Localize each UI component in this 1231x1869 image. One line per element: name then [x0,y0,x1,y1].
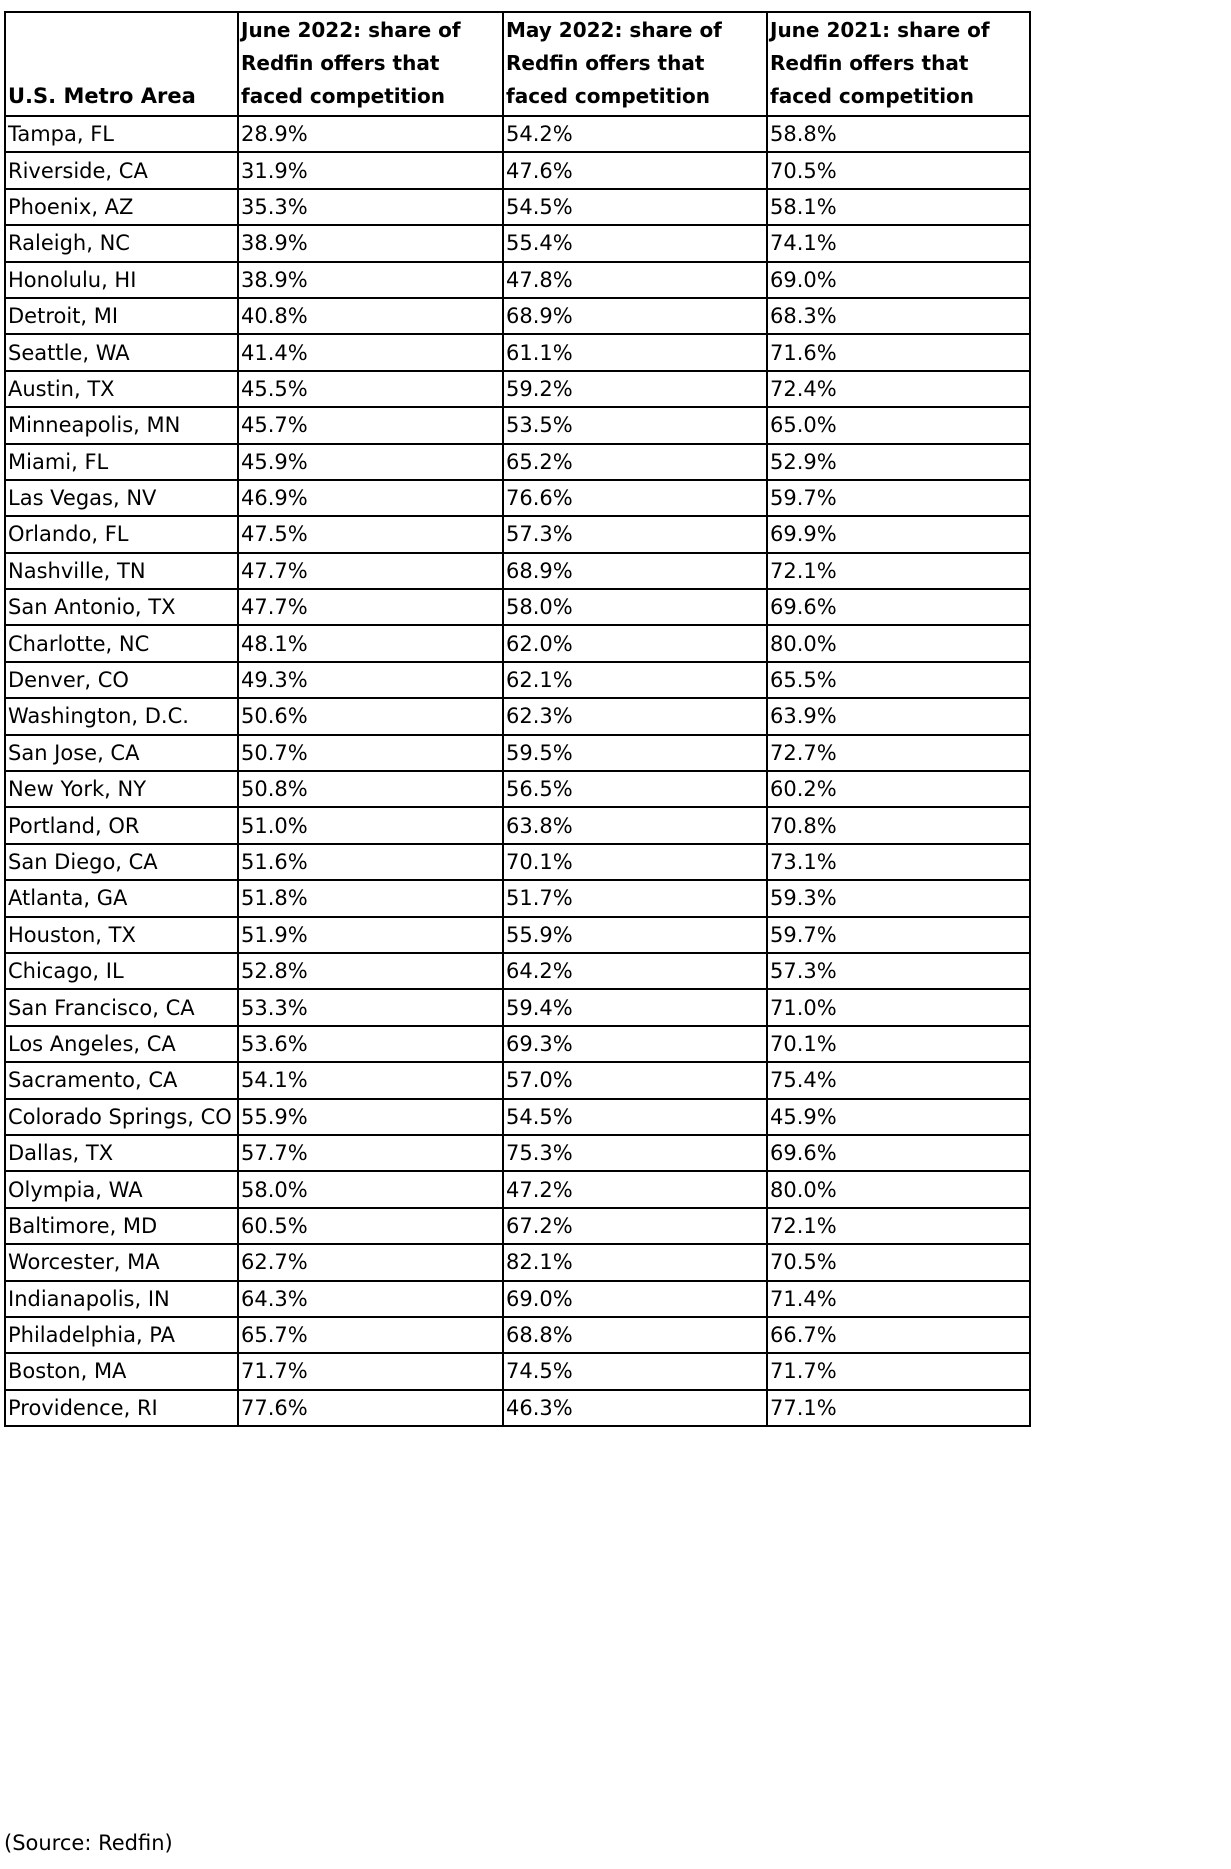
june-2021-cell: 71.4% [767,1281,1030,1317]
table-row [5,1244,1030,1280]
table-row [5,698,1030,734]
metro-area-cell: Portland, OR [5,807,238,843]
table-row [5,407,1030,443]
may-2022-cell: 74.5% [503,1353,767,1389]
june-2022-cell: 45.7% [238,407,503,443]
source-note: (Source: Redfin) [4,1831,173,1855]
table-header [5,12,1030,116]
header-june-2022: June 2022: share of Redfin offers that faced competition [238,12,503,116]
table-row [5,189,1030,225]
may-2022-cell: 59.5% [503,735,767,771]
may-2022-cell: 59.2% [503,371,767,407]
table-row [5,589,1030,625]
june-2021-cell: 68.3% [767,298,1030,334]
june-2022-cell: 47.7% [238,553,503,589]
metro-area-cell: Denver, CO [5,662,238,698]
june-2021-cell: 71.6% [767,334,1030,370]
june-2021-cell: 69.6% [767,589,1030,625]
metro-area-cell: Boston, MA [5,1353,238,1389]
june-2022-cell: 41.4% [238,334,503,370]
june-2021-cell: 60.2% [767,771,1030,807]
june-2021-cell: 75.4% [767,1062,1030,1098]
june-2022-cell: 51.6% [238,844,503,880]
june-2021-cell: 70.8% [767,807,1030,843]
may-2022-cell: 54.5% [503,1099,767,1135]
june-2022-cell: 47.7% [238,589,503,625]
metro-area-cell: Nashville, TN [5,553,238,589]
header-metro-area: U.S. Metro Area [5,12,238,116]
june-2021-cell: 59.7% [767,917,1030,953]
metro-area-cell: Atlanta, GA [5,880,238,916]
june-2022-cell: 51.8% [238,880,503,916]
table-row [5,480,1030,516]
june-2022-cell: 35.3% [238,189,503,225]
metro-area-cell: Philadelphia, PA [5,1317,238,1353]
may-2022-cell: 51.7% [503,880,767,916]
table-row [5,1390,1030,1426]
june-2022-cell: 77.6% [238,1390,503,1426]
may-2022-cell: 64.2% [503,953,767,989]
june-2021-cell: 77.1% [767,1390,1030,1426]
table-row [5,1171,1030,1207]
june-2022-cell: 51.0% [238,807,503,843]
june-2022-cell: 47.5% [238,516,503,552]
june-2022-cell: 48.1% [238,625,503,661]
june-2022-cell: 53.6% [238,1026,503,1062]
june-2022-cell: 58.0% [238,1171,503,1207]
metro-area-cell: San Diego, CA [5,844,238,880]
june-2021-cell: 65.5% [767,662,1030,698]
metro-area-cell: Honolulu, HI [5,262,238,298]
metro-area-cell: Seattle, WA [5,334,238,370]
june-2022-cell: 53.3% [238,989,503,1025]
may-2022-cell: 68.9% [503,553,767,589]
table-row [5,662,1030,698]
metro-area-cell: Providence, RI [5,1390,238,1426]
table-row [5,844,1030,880]
may-2022-cell: 55.9% [503,917,767,953]
may-2022-cell: 54.2% [503,116,767,152]
metro-area-cell: Riverside, CA [5,152,238,188]
may-2022-cell: 63.8% [503,807,767,843]
june-2021-cell: 74.1% [767,225,1030,261]
table-row [5,625,1030,661]
may-2022-cell: 58.0% [503,589,767,625]
table-row [5,152,1030,188]
table-row [5,444,1030,480]
june-2021-cell: 72.4% [767,371,1030,407]
table-row [5,262,1030,298]
table-row [5,1281,1030,1317]
may-2022-cell: 55.4% [503,225,767,261]
june-2022-cell: 50.8% [238,771,503,807]
metro-area-cell: Worcester, MA [5,1244,238,1280]
may-2022-cell: 61.1% [503,334,767,370]
metro-area-cell: Dallas, TX [5,1135,238,1171]
header-row [5,12,1030,116]
june-2022-cell: 55.9% [238,1099,503,1135]
june-2021-cell: 80.0% [767,1171,1030,1207]
metro-area-cell: Austin, TX [5,371,238,407]
june-2021-cell: 70.5% [767,152,1030,188]
table-row [5,1208,1030,1244]
june-2022-cell: 45.9% [238,444,503,480]
metro-area-cell: Charlotte, NC [5,625,238,661]
june-2022-cell: 57.7% [238,1135,503,1171]
metro-area-cell: New York, NY [5,771,238,807]
metro-area-cell: Colorado Springs, CO [5,1099,238,1135]
metro-area-cell: San Jose, CA [5,735,238,771]
june-2022-cell: 38.9% [238,225,503,261]
table-row [5,1317,1030,1353]
june-2022-cell: 71.7% [238,1353,503,1389]
table-row [5,553,1030,589]
metro-area-cell: Olympia, WA [5,1171,238,1207]
may-2022-cell: 82.1% [503,1244,767,1280]
table-row [5,1026,1030,1062]
table-row [5,516,1030,552]
june-2022-cell: 54.1% [238,1062,503,1098]
june-2022-cell: 28.9% [238,116,503,152]
may-2022-cell: 57.3% [503,516,767,552]
may-2022-cell: 46.3% [503,1390,767,1426]
metro-area-cell: Washington, D.C. [5,698,238,734]
may-2022-cell: 57.0% [503,1062,767,1098]
table-row [5,225,1030,261]
june-2022-cell: 62.7% [238,1244,503,1280]
may-2022-cell: 62.3% [503,698,767,734]
june-2021-cell: 66.7% [767,1317,1030,1353]
june-2022-cell: 45.5% [238,371,503,407]
june-2022-cell: 46.9% [238,480,503,516]
june-2021-cell: 65.0% [767,407,1030,443]
header-may-2022: May 2022: share of Redfin offers that faced competition [503,12,767,116]
table-row [5,735,1030,771]
june-2021-cell: 52.9% [767,444,1030,480]
table-row [5,116,1030,152]
metro-area-cell: Orlando, FL [5,516,238,552]
may-2022-cell: 65.2% [503,444,767,480]
metro-area-cell: Raleigh, NC [5,225,238,261]
june-2022-cell: 52.8% [238,953,503,989]
may-2022-cell: 69.3% [503,1026,767,1062]
metro-area-cell: Sacramento, CA [5,1062,238,1098]
june-2021-cell: 58.1% [767,189,1030,225]
june-2021-cell: 57.3% [767,953,1030,989]
june-2021-cell: 71.0% [767,989,1030,1025]
header-june-2021: June 2021: share of Redfin offers that faced competition [767,12,1030,116]
metro-area-cell: Las Vegas, NV [5,480,238,516]
may-2022-cell: 68.9% [503,298,767,334]
june-2021-cell: 69.9% [767,516,1030,552]
metro-area-cell: Chicago, IL [5,953,238,989]
june-2022-cell: 50.7% [238,735,503,771]
table-row [5,807,1030,843]
june-2021-cell: 63.9% [767,698,1030,734]
metro-area-cell: San Antonio, TX [5,589,238,625]
table-row [5,771,1030,807]
may-2022-cell: 53.5% [503,407,767,443]
june-2021-cell: 72.7% [767,735,1030,771]
table-row [5,989,1030,1025]
metro-area-cell: Tampa, FL [5,116,238,152]
may-2022-cell: 75.3% [503,1135,767,1171]
june-2022-cell: 38.9% [238,262,503,298]
may-2022-cell: 47.8% [503,262,767,298]
table-row [5,1062,1030,1098]
metro-area-cell: Los Angeles, CA [5,1026,238,1062]
june-2021-cell: 69.6% [767,1135,1030,1171]
metro-area-cell: Detroit, MI [5,298,238,334]
june-2022-cell: 51.9% [238,917,503,953]
metro-area-cell: San Francisco, CA [5,989,238,1025]
table-row [5,298,1030,334]
table-row [5,1099,1030,1135]
table-body [5,116,1030,1426]
may-2022-cell: 70.1% [503,844,767,880]
june-2021-cell: 71.7% [767,1353,1030,1389]
metro-area-cell: Indianapolis, IN [5,1281,238,1317]
table-row [5,880,1030,916]
june-2022-cell: 49.3% [238,662,503,698]
june-2021-cell: 45.9% [767,1099,1030,1135]
may-2022-cell: 54.5% [503,189,767,225]
june-2021-cell: 80.0% [767,625,1030,661]
june-2021-cell: 58.8% [767,116,1030,152]
metro-area-cell: Minneapolis, MN [5,407,238,443]
june-2022-cell: 40.8% [238,298,503,334]
competition-table [4,11,1031,1427]
june-2021-cell: 73.1% [767,844,1030,880]
june-2022-cell: 64.3% [238,1281,503,1317]
metro-area-cell: Baltimore, MD [5,1208,238,1244]
may-2022-cell: 68.8% [503,1317,767,1353]
june-2021-cell: 70.5% [767,1244,1030,1280]
may-2022-cell: 56.5% [503,771,767,807]
june-2022-cell: 50.6% [238,698,503,734]
table-row [5,1135,1030,1171]
table-row [5,917,1030,953]
june-2021-cell: 72.1% [767,553,1030,589]
may-2022-cell: 67.2% [503,1208,767,1244]
table-row [5,371,1030,407]
june-2021-cell: 70.1% [767,1026,1030,1062]
june-2022-cell: 60.5% [238,1208,503,1244]
may-2022-cell: 59.4% [503,989,767,1025]
table-row [5,1353,1030,1389]
table-row [5,334,1030,370]
metro-area-cell: Houston, TX [5,917,238,953]
june-2022-cell: 65.7% [238,1317,503,1353]
june-2022-cell: 31.9% [238,152,503,188]
may-2022-cell: 62.0% [503,625,767,661]
metro-area-cell: Miami, FL [5,444,238,480]
june-2021-cell: 69.0% [767,262,1030,298]
june-2021-cell: 59.7% [767,480,1030,516]
may-2022-cell: 76.6% [503,480,767,516]
may-2022-cell: 47.6% [503,152,767,188]
may-2022-cell: 69.0% [503,1281,767,1317]
table-row [5,953,1030,989]
june-2021-cell: 72.1% [767,1208,1030,1244]
june-2021-cell: 59.3% [767,880,1030,916]
may-2022-cell: 62.1% [503,662,767,698]
metro-area-cell: Phoenix, AZ [5,189,238,225]
may-2022-cell: 47.2% [503,1171,767,1207]
